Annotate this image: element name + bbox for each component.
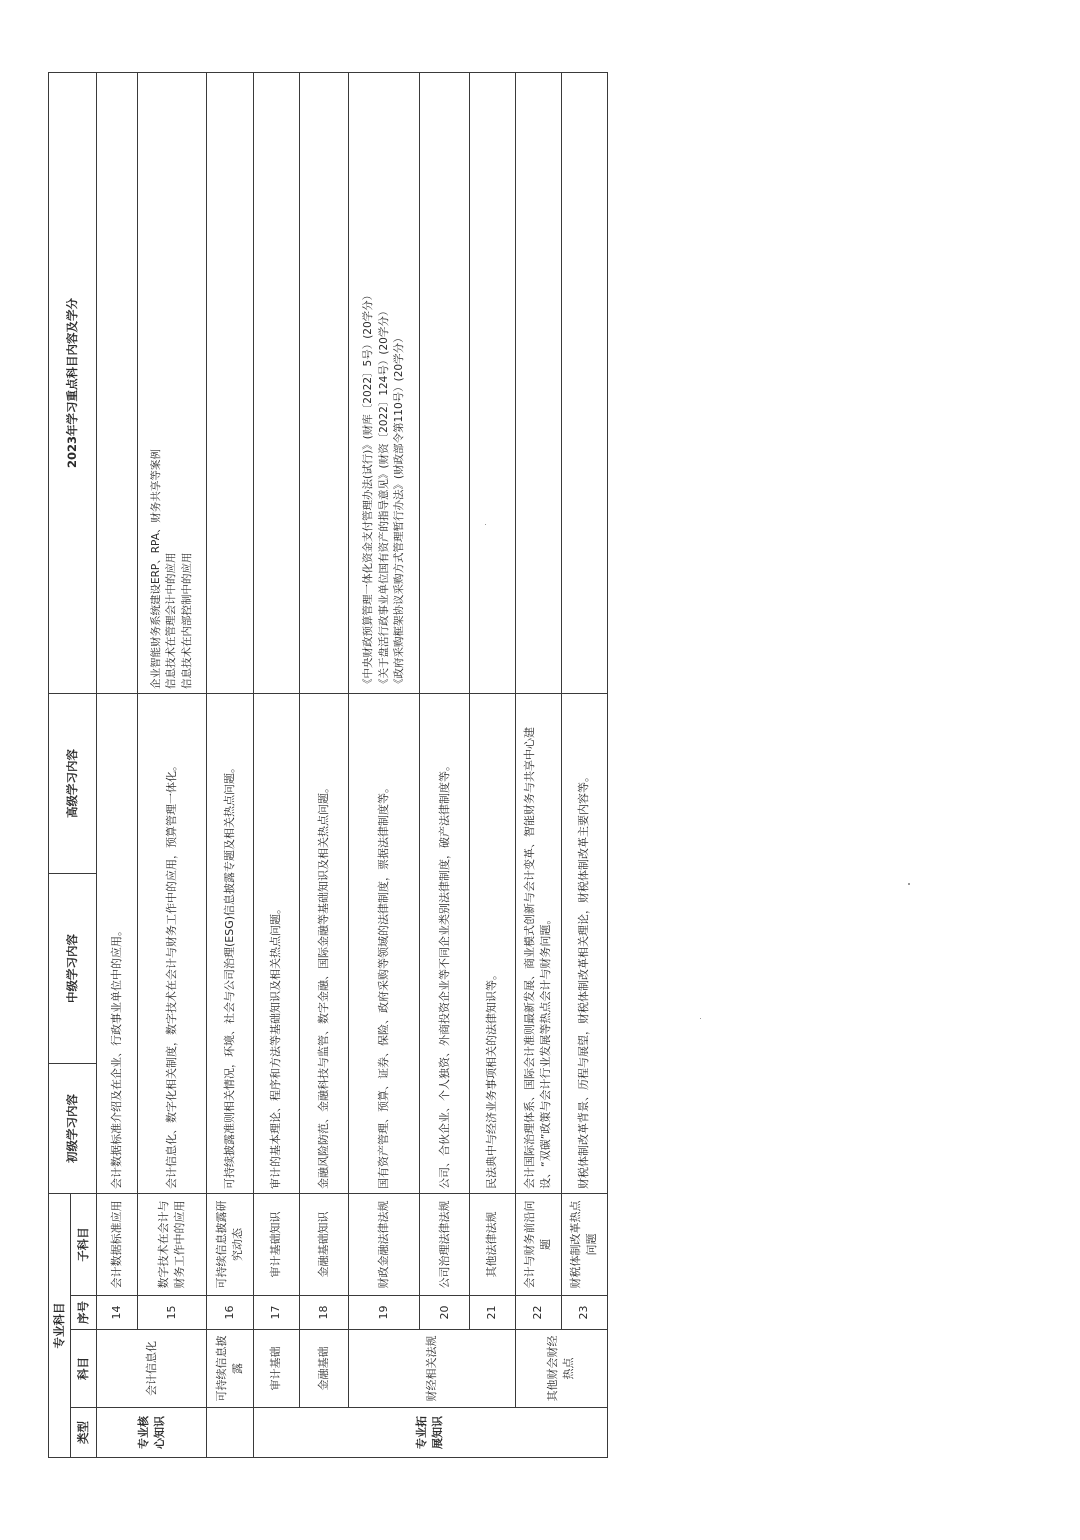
row-key2023 (207, 73, 253, 694)
subject-audit: 审计基础 (253, 1330, 299, 1408)
row-no: 14 (96, 1296, 137, 1330)
row-sub: 公司治理法律法规 (420, 1194, 469, 1296)
key-line: 《关于盘活行政事业单位国有资产的指导意见》(财资〔2022〕124号）(20学分） (377, 305, 390, 689)
mid-header: 中级学习内容 (49, 874, 97, 1064)
row-key2023 (137, 73, 207, 694)
type-core: 专业核心知识 (96, 1408, 207, 1458)
row-content: 可持续披露准则相关情况，环境、社会与公司治理(ESG)信息披露专题及相关热点问题。 (207, 694, 253, 1194)
row-no: 16 (207, 1296, 253, 1330)
row-no: 19 (348, 1296, 420, 1330)
row-sub: 会计数据标准应用 (96, 1194, 137, 1296)
row-key2023 (96, 73, 137, 694)
type-empty (207, 1408, 253, 1458)
row-no: 17 (253, 1296, 299, 1330)
row-no: 21 (469, 1296, 515, 1330)
table-row (253, 73, 299, 1458)
no-header: 序号 (71, 1296, 97, 1330)
row-sub: 可持续信息披露研究动态 (207, 1194, 253, 1296)
junior-header: 初级学习内容 (49, 1064, 97, 1194)
row-no: 20 (420, 1296, 469, 1330)
table-row (137, 73, 207, 1458)
row-sub: 审计基础知识 (253, 1194, 299, 1296)
key-line: 企业智能财务系统建设ERP、RPA、财务共享等案例 (150, 449, 163, 689)
sub-header: 子科目 (71, 1194, 97, 1296)
row-content: 审计的基本理论、程序和方法等基础知识及相关热点问题。 (253, 694, 299, 1194)
row-no: 18 (299, 1296, 348, 1330)
subject-table (48, 72, 608, 1458)
subject-header: 科目 (71, 1330, 97, 1408)
row-key2023 (561, 73, 607, 694)
row-content: 金融风险防范、金融科技与监管、数字金融、国际金融等基础知识及相关热点问题。 (299, 694, 348, 1194)
group-header: 专业科目 (49, 1194, 71, 1458)
subject-sust: 可持续信息披露 (207, 1330, 253, 1408)
row-no: 23 (561, 1296, 607, 1330)
row-sub: 财政金融法律法规 (348, 1194, 420, 1296)
type-ext: 专业拓展知识 (253, 1408, 607, 1458)
row-key2023 (253, 73, 299, 694)
row-content: 会计信息化、数字化相关制度，数字技术在会计与财务工作中的应用，预算管理一体化。 (137, 694, 207, 1194)
row-content: 财税体制改革背景、历程与展望，财税体制改革相关理论，财税体制改革主要内容等。 (561, 694, 607, 1194)
table-row (207, 73, 253, 1458)
scan-speck (485, 524, 486, 525)
table-row (348, 73, 420, 1458)
subject-other: 其他财会财经热点 (515, 1330, 607, 1408)
row-content: 会计国际治理体系、国际会计准则最新发展、商业模式创新与会计变革、智能财务与共享中心建设、“双碳”政策与会计行业发展等热点会计与财务问题。 (515, 694, 561, 1194)
table-row (420, 73, 469, 1458)
scan-speck (700, 1018, 701, 1019)
row-key2023 (515, 73, 561, 694)
key2023-header: 2023年学习重点科目内容及学分 (49, 73, 97, 694)
subject-law: 财经相关法规 (348, 1330, 515, 1408)
row-sub: 其他法律法规 (469, 1194, 515, 1296)
key-line: 信息技术在管理会计中的应用 (165, 552, 178, 689)
scan-speck (908, 883, 910, 885)
key-line: 信息技术在内部控制中的应用 (180, 552, 193, 689)
row-sub: 金融基础知识 (299, 1194, 348, 1296)
row-key2023 (469, 73, 515, 694)
table-row (469, 73, 515, 1458)
row-no: 22 (515, 1296, 561, 1330)
subject-info: 会计信息化 (96, 1330, 207, 1408)
row-sub: 数字技术在会计与财务工作中的应用 (137, 1194, 207, 1296)
row-content: 会计数据标准介绍及在企业、行政事业单位中的应用。 (96, 694, 137, 1194)
row-sub: 财税体制改革热点问题 (561, 1194, 607, 1296)
row-content: 民法典中与经济业务事项相关的法律知识等。 (469, 694, 515, 1194)
row-content: 国有资产管理、预算、证券、保险、政府采购等领域的法律制度，票据法律制度等。 (348, 694, 420, 1194)
type-header: 类型 (71, 1408, 97, 1458)
table-row (515, 73, 561, 1458)
row-key2023 (299, 73, 348, 694)
key-line: 《政府采购框架协议采购方式管理暂行办法》(财政部令第110号）(20学分） (392, 332, 405, 689)
row-key2023 (420, 73, 469, 694)
rotated-table-page (48, 73, 608, 1458)
table-row (561, 73, 607, 1458)
row-key2023 (348, 73, 420, 694)
senior-header: 高级学习内容 (49, 694, 97, 874)
row-sub: 会计与财务前沿问题 (515, 1194, 561, 1296)
key-line: 《中央财政预算管理一体化资金支付管理办法(试行)》(财库〔2022〕5号）(20学分） (362, 289, 375, 689)
table-row (96, 73, 137, 1458)
row-no: 15 (137, 1296, 207, 1330)
table-row (299, 73, 348, 1458)
row-content: 公司、合伙企业、个人独资、外商投资企业等不同企业类别法律制度，破产法律制度等。 (420, 694, 469, 1194)
subject-fin: 金融基础 (299, 1330, 348, 1408)
